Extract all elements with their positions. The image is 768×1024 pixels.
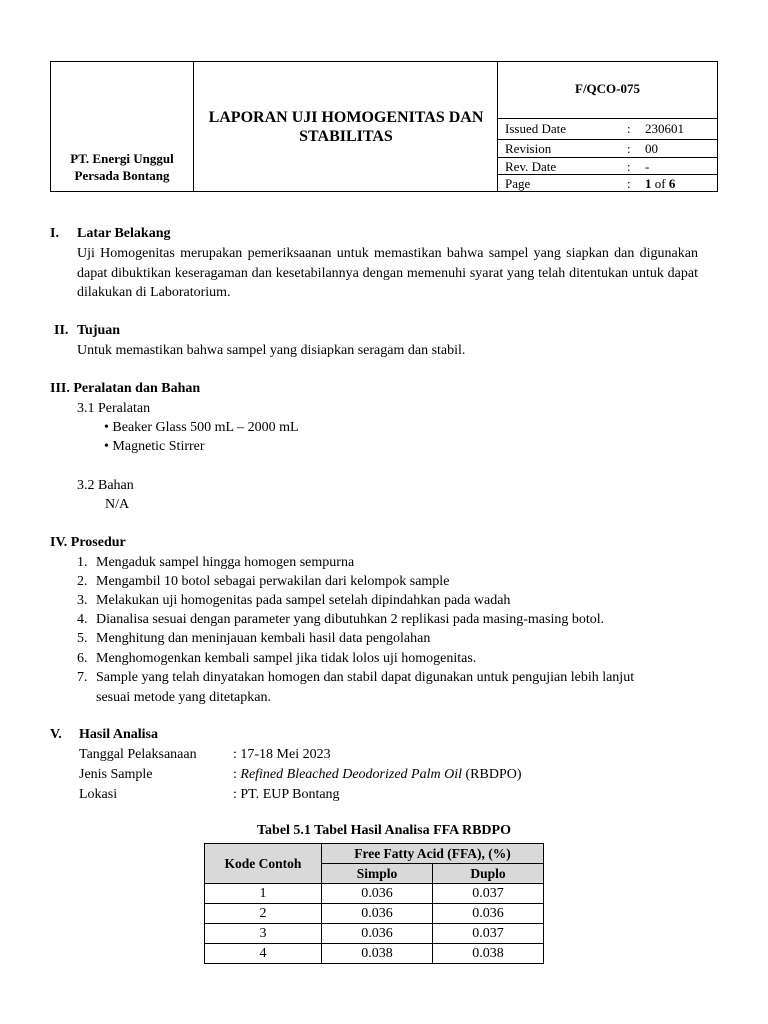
step-number: 1.	[77, 555, 88, 570]
section-3-heading	[50, 381, 200, 397]
section-5-heading	[50, 727, 158, 743]
meta-value: -	[645, 159, 650, 174]
list-item-label: Magnetic Stirrer	[112, 439, 205, 454]
col-header-group: Free Fatty Acid (FFA), (%)	[322, 844, 544, 864]
step-number: 5.	[77, 631, 88, 646]
subsection-peralatan: 3.1 Peralatan	[77, 401, 151, 416]
section-number: I.	[50, 226, 59, 241]
sample-type-value	[233, 765, 522, 785]
bullet-icon: •	[104, 420, 109, 435]
meta-issued-date	[505, 120, 715, 137]
section-number: II.	[54, 323, 69, 338]
document-header	[50, 61, 718, 192]
header-divider	[193, 62, 194, 191]
cell-code: 2	[205, 904, 322, 924]
step-text: Mengambil 10 botol sebagai perwakilan dari kelompok sample	[96, 574, 450, 589]
subsection-bahan: 3.2 Bahan	[77, 478, 134, 493]
page-of: of	[654, 176, 666, 191]
section-1-body: Uji Homogenitas merupakan pemeriksaanan untuk memastikan bahwa sampel yang siapkan dan digunakan dapat dibuktikan keseragaman dan kesetabilannya dengan memenuhi syarat yang telah ditentukan untuk dapat dilakukan di Laboratorium.	[77, 246, 698, 300]
table-caption: Tabel 5.1 Tabel Hasil Analisa FFA RBDPO	[256, 823, 511, 838]
step-text: Menghomogenkan kembali sampel jika tidak lolos uji homogenitas.	[96, 651, 477, 666]
meta-label: Issued Date	[505, 121, 567, 136]
ffa-results-table	[204, 843, 544, 964]
meta-value: 230601	[645, 121, 684, 136]
sample-type-suffix: (RBDPO)	[462, 767, 522, 782]
cell-code: 3	[205, 924, 322, 944]
section-4-heading	[50, 535, 126, 551]
col-header-simplo: Simplo	[322, 864, 433, 884]
meta-separator: :	[627, 141, 631, 156]
step-number: 7.	[77, 670, 88, 685]
step-number: 6.	[77, 651, 88, 666]
bahan-value: N/A	[105, 497, 130, 512]
section-title: Hasil Analisa	[79, 727, 158, 742]
cell-simplo: 0.036	[322, 904, 433, 924]
section-number: III.	[50, 381, 70, 396]
company-name: PT. Energi Unggul Persada Bontang	[70, 151, 174, 183]
form-code: F/QCO-075	[575, 81, 640, 96]
analysis-date-value: : 17-18 Mei 2023	[233, 747, 331, 762]
procedure-step	[77, 668, 635, 688]
header-divider	[497, 118, 718, 119]
document-title: LAPORAN UJI HOMOGENITAS DAN STABILITAS	[208, 109, 484, 145]
sample-type-label: Jenis Sample	[79, 767, 153, 782]
cell-simplo: 0.036	[322, 884, 433, 904]
meta-label: Rev. Date	[505, 159, 557, 174]
col-header-code: Kode Contoh	[205, 844, 322, 884]
table-row	[205, 904, 544, 924]
section-number: IV.	[50, 535, 68, 550]
cell-simplo: 0.036	[322, 924, 433, 944]
procedure-step	[77, 649, 477, 669]
procedure-step	[77, 610, 605, 630]
meta-separator: :	[627, 159, 631, 174]
location-value: : PT. EUP Bontang	[233, 787, 340, 802]
section-title: Prosedur	[70, 535, 126, 550]
step-text: Mengaduk sampel hingga homogen sempurna	[96, 555, 355, 570]
sample-type-name: Refined Bleached Deodorized Palm Oil	[240, 767, 462, 782]
cell-duplo: 0.037	[433, 924, 544, 944]
step-number: 4.	[77, 612, 88, 627]
step-text: Dianalisa sesuai dengan parameter yang dibutuhkan 2 replikasi pada masing-masing botol.	[96, 612, 605, 627]
meta-value: 00	[645, 141, 658, 156]
list-item-label: Beaker Glass 500 mL – 2000 mL	[112, 420, 299, 435]
step-text: Menghitung dan meninjauan kembali hasil data pengolahan	[96, 631, 431, 646]
meta-separator: :	[627, 121, 631, 136]
page-number: 1	[645, 176, 652, 191]
section-number: V.	[50, 727, 62, 742]
meta-label: Page	[505, 176, 531, 191]
procedure-step-continuation: sesuai metode yang ditetapkan.	[96, 690, 271, 705]
col-header-duplo: Duplo	[433, 864, 544, 884]
cell-code: 1	[205, 884, 322, 904]
page-total: 6	[668, 176, 676, 191]
step-text: Sample yang telah dinyatakan homogen dan stabil dapat digunakan untuk pengujian lebih lanjut	[96, 670, 635, 685]
meta-label: Revision	[505, 141, 552, 156]
cell-duplo: 0.036	[433, 904, 544, 924]
location-label: Lokasi	[79, 787, 118, 802]
table-row	[205, 884, 544, 904]
sample-type-prefix: :	[233, 767, 241, 782]
procedure-step	[77, 572, 450, 592]
procedure-step	[77, 553, 355, 573]
section-2-heading	[54, 323, 121, 339]
step-number: 3.	[77, 593, 88, 608]
bullet-icon: •	[104, 439, 109, 454]
section-title: Tujuan	[77, 323, 121, 338]
meta-rev-date	[505, 158, 715, 175]
section-1-heading	[50, 226, 171, 242]
section-title: Peralatan dan Bahan	[73, 381, 201, 396]
section-2-body: Untuk memastikan bahwa sampel yang disiapkan seragam dan stabil.	[77, 343, 466, 358]
procedure-step	[77, 629, 431, 649]
step-number: 2.	[77, 574, 88, 589]
list-item	[104, 437, 205, 457]
cell-duplo: 0.038	[433, 944, 544, 964]
section-title: Latar Belakang	[77, 226, 171, 241]
analysis-date-label: Tanggal Pelaksanaan	[79, 747, 197, 762]
table-header-row	[205, 844, 544, 864]
meta-page	[505, 175, 715, 192]
cell-duplo: 0.037	[433, 884, 544, 904]
meta-separator: :	[627, 176, 631, 191]
step-text: Melakukan uji homogenitas pada sampel setelah dipindahkan pada wadah	[96, 593, 511, 608]
meta-value	[645, 175, 675, 192]
procedure-step	[77, 591, 511, 611]
cell-code: 4	[205, 944, 322, 964]
list-item	[104, 418, 299, 438]
cell-simplo: 0.038	[322, 944, 433, 964]
table-row	[205, 944, 544, 964]
meta-revision	[505, 140, 715, 157]
table-row	[205, 924, 544, 944]
